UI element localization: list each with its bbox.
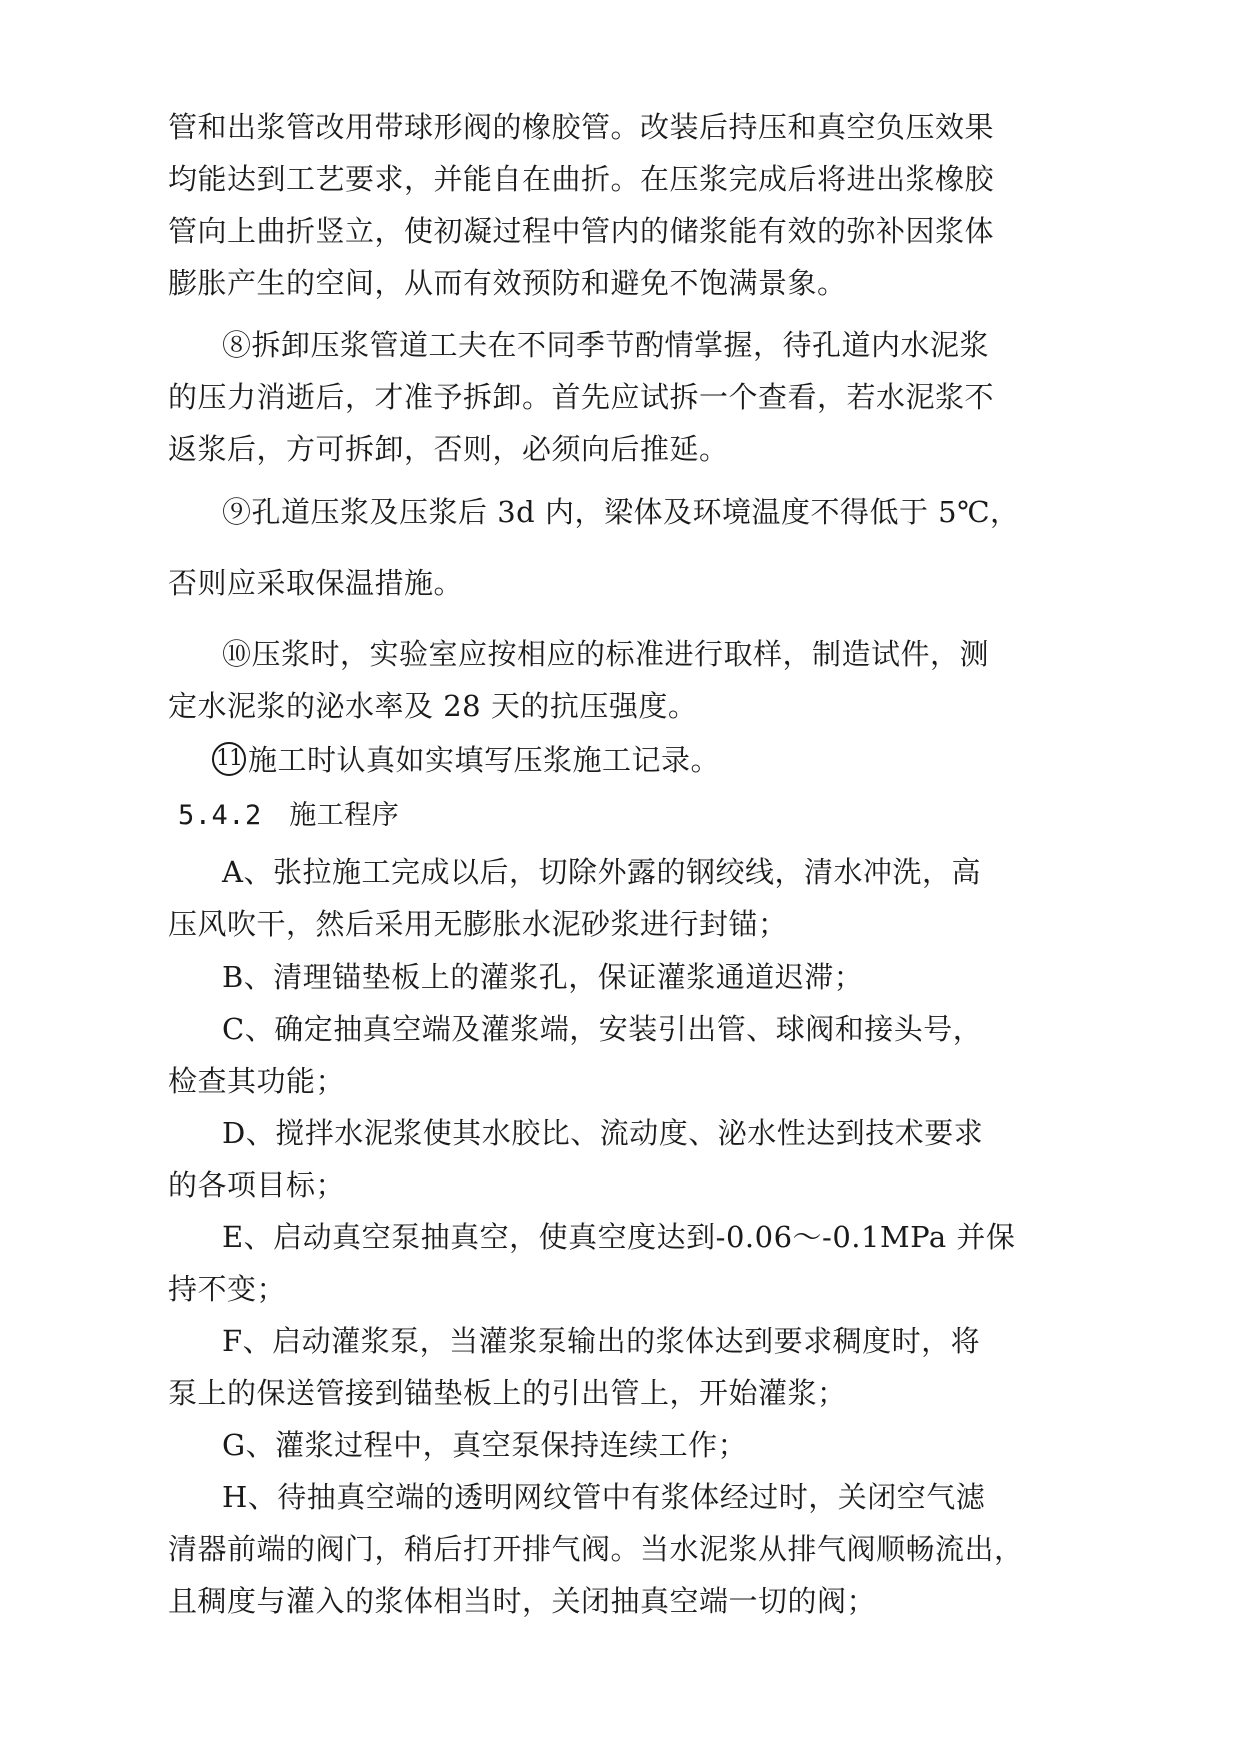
text-line: 泵上的保送管接到锚垫板上的引出管上，开始灌浆； [168,1376,847,1410]
text-line: 持不变； [168,1272,287,1306]
text-line: F、启动灌浆泵，当灌浆泵输出的浆体达到要求稠度时，将 [222,1324,981,1358]
text-line: 膨胀产生的空间，从而有效预防和避免不饱满景象。 [168,266,847,300]
text-line: 管向上曲折竖立，使初凝过程中管内的储浆能有效的弥补因浆体 [168,214,995,248]
list-item-11-text: 施工时认真如实填写压浆施工记录。 [248,743,721,777]
text-line: 清器前端的阀门，稍后打开排气阀。当水泥浆从排气阀顺畅流出， [168,1532,1024,1566]
circled-number-11: 11 [212,742,246,776]
text-line: ⑩压浆时，实验室应按相应的标准进行取样，制造试件，测 [222,637,990,671]
text-line: 检查其功能； [168,1064,346,1098]
text-line: 均能达到工艺要求，并能自在曲折。在压浆完成后将进出浆橡胶 [168,162,995,196]
text-line: H、待抽真空端的透明网纹管中有浆体经过时，关闭空气滤 [222,1480,986,1514]
text-line: B、清理锚垫板上的灌浆孔，保证灌浆通道迟滞； [222,960,864,994]
text-line: 否则应采取保温措施。 [168,566,464,600]
text-line: ⑧拆卸压浆管道工夫在不同季节酌情掌握，待孔道内水泥浆 [222,328,990,362]
text-line: D、搅拌水泥浆使其水胶比、流动度、泌水性达到技术要求 [222,1116,984,1150]
text-line: 且稠度与灌入的浆体相当时，关闭抽真空端一切的阀； [168,1584,877,1618]
text-line: C、确定抽真空端及灌浆端，安装引出管、球阀和接头号， [222,1012,983,1046]
text-line: ⑨孔道压浆及压浆后 3d 内，梁体及环境温度不得低于 5℃， [222,495,1020,529]
text-line: 管和出浆管改用带球形阀的橡胶管。改装后持压和真空负压效果 [168,110,995,144]
text-line: 定水泥浆的泌水率及 28 天的抗压强度。 [168,689,698,723]
text-line: 返浆后，方可拆卸，否则，必须向后推延。 [168,432,729,466]
text-line: G、灌浆过程中，真空泵保持连续工作； [222,1428,748,1462]
section-heading: 5.4.2 施工程序 [178,800,400,831]
text-line: 的各项目标； [168,1168,346,1202]
list-item-11 [212,740,720,780]
text-line: 压风吹干，然后采用无膨胀水泥砂浆进行封锚； [168,907,788,941]
text-line: 的压力消逝后，才准予拆卸。首先应试拆一个查看，若水泥浆不 [168,380,995,414]
text-line: A、张拉施工完成以后，切除外露的钢绞线，清水冲洗，高 [222,855,981,889]
text-line: E、启动真空泵抽真空，使真空度达到-0.06～-0.1MPa 并保 [222,1220,1016,1254]
